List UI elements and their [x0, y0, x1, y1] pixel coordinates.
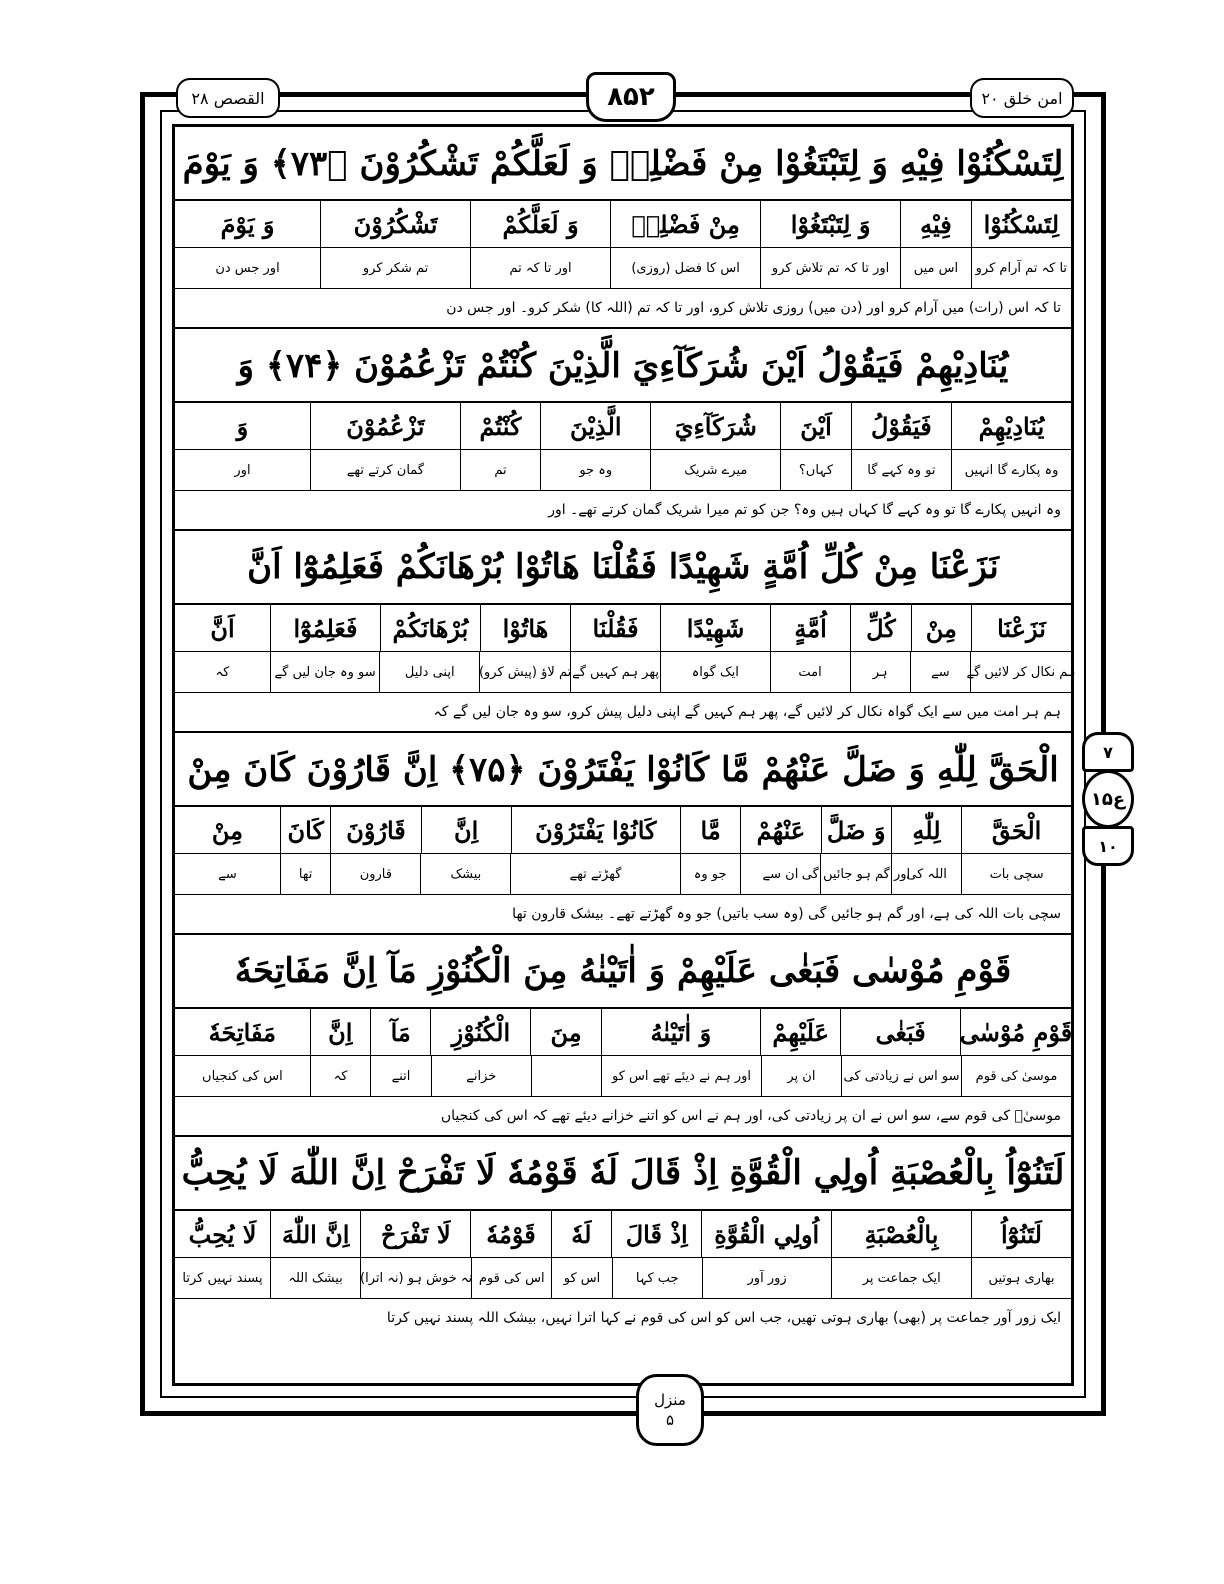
- word-cell: الَّذِيْنَ: [540, 403, 650, 449]
- meaning-cell: قارون: [330, 854, 420, 894]
- word-cell: فَقُلْنَا: [570, 605, 660, 651]
- meaning-cell: تا کہ تم آرام کرو: [971, 248, 1071, 288]
- surah-label: القصص ۲۸: [176, 78, 280, 118]
- meaning-cell: بیشک: [420, 854, 510, 894]
- word-cell: لِلّٰهِ: [891, 807, 961, 853]
- meaning-cell: اس کی قوم: [471, 1258, 551, 1298]
- word-cell: تَزْعُمُوْنَ: [310, 403, 460, 449]
- word-cell: مَفَاتِحَهٗ: [208, 1017, 276, 1047]
- word-cell: وَ لِتَبْتَغُوْا: [760, 201, 900, 247]
- word-cell: مَّا: [680, 807, 740, 853]
- ruku-count-top: ۷: [1082, 732, 1134, 772]
- ayah-line: نَزَعْنَا مِنْ كُلِّ اُمَّةٍ شَهِيْدًا فَقُلْنَا هَاتُوْا بُرْهَانَكُمْ فَعَلِمُوْٓا اَنَّ: [175, 531, 1071, 605]
- word-cell: عَلَيْهِمْ: [760, 1009, 840, 1055]
- meaning-cell: اور تا کہ تم: [470, 248, 610, 288]
- ayah-line: قَوْمِ مُوْسٰى فَبَغٰى عَلَيْهِمْ وَ اٰتَيْنٰهُ مِنَ الْكُنُوْزِ مَآ اِنَّ مَفَاتِحَهٗ: [175, 935, 1071, 1009]
- page-content: [172, 124, 1074, 1386]
- meaning-cell: سے: [218, 866, 237, 882]
- ayah-line: لَتَنُوْٓاُ بِالْعُصْبَةِ اُولِي الْقُوَّةِ اِذْ قَالَ لَهٗ قَوْمُهٗ لَا تَفْرَحْ اِنَّ اللّٰهَ لَا يُحِبُّ: [175, 1137, 1071, 1211]
- word-cell: لَا يُحِبُّ: [188, 1219, 257, 1249]
- meaning-cell: ایک جماعت پر: [831, 1258, 971, 1298]
- word-cell: اِنَّ اللّٰهَ: [270, 1211, 360, 1257]
- meaning-cell: اس کا فضل (روزی): [610, 248, 760, 288]
- meaning-cell: اور گم ہو جائیں گی: [820, 854, 891, 894]
- word-cell: مِنْ: [911, 605, 971, 651]
- word-cell: اَنَّ: [210, 613, 235, 643]
- word-cell: وَ: [236, 411, 249, 441]
- word-row: [175, 807, 1071, 854]
- page-number: ۸۵۲: [586, 72, 676, 122]
- meaning-cell: کہاں؟: [780, 450, 850, 490]
- translation-line: ایک زور آور جماعت پر (بھی) بھاری ہوتی تھیں، جب اس کو اس کی قوم نے کہا اترا نہیں، بیشک اللہ پسند نہیں کرتا: [386, 1310, 1061, 1326]
- word-cell: اُولِي الْقُوَّةِ: [701, 1211, 831, 1257]
- manzil-number: ۵: [665, 1411, 675, 1429]
- meaning-cell: اور ہم نے دیئے تھے اس کو: [601, 1056, 761, 1096]
- word-cell: اَيْنَ: [780, 403, 850, 449]
- word-cell: لَا تَفْرَحْ: [360, 1211, 470, 1257]
- verse-section: [175, 127, 1071, 329]
- meaning-cell: کہ: [215, 664, 230, 680]
- translation-line: تا کہ اس (رات) میں آرام کرو اور (دن میں) روزی تلاش کرو، اور تا کہ تم (اللہ کا) شکر کرو۔ اور جس دن: [446, 300, 1061, 316]
- translation-line: ہم ہر امت میں سے ایک گواہ نکال کر لائیں گے، پھر ہم کہیں گے اپنی دلیل پیش کرو، سو وہ جان لیں گے کہ: [433, 704, 1061, 720]
- word-cell: هَاتُوْا: [480, 605, 570, 651]
- word-cell: لَتَنُوْٓاُ: [971, 1211, 1071, 1257]
- word-cell: وَ اٰتَيْنٰهُ: [601, 1009, 760, 1055]
- ruku-count-bottom: ۱۰: [1082, 826, 1134, 866]
- word-row: [175, 1009, 1071, 1056]
- word-cell: قَوْمُهٗ: [470, 1211, 550, 1257]
- meaning-cell: ایک گواہ: [660, 652, 770, 692]
- word-row: [175, 1211, 1071, 1258]
- meaning-cell: ہم نکال کر لائیں گے: [970, 652, 1071, 692]
- meaning-cell: خزانے: [431, 1056, 531, 1096]
- translation-line: وہ انہیں پکارے گا تو وہ کہے گا کہاں ہیں وہ؟ جن کو تم میرا شریک گمان کرتے تھے۔ اور: [548, 502, 1061, 518]
- word-cell: عَنْهُمْ: [740, 807, 820, 853]
- meaning-cell: وہ جو: [540, 450, 650, 490]
- meaning-cell: نہ خوش ہو (نہ اترا): [360, 1258, 471, 1298]
- word-cell: شَهِيْدًا: [660, 605, 770, 651]
- meaning-cell: سو اس نے زیادتی کی: [841, 1056, 961, 1096]
- word-row: [175, 403, 1071, 450]
- word-cell: كَانُوْا يَفْتَرُوْنَ: [511, 807, 680, 853]
- meaning-cell: ان پر: [761, 1056, 841, 1096]
- translation-line: سچی بات اللہ کی ہے، اور گم ہو جائیں گی (وہ سب باتیں) جو وہ گھڑتے تھے۔ بیشک قارون تھا: [512, 906, 1061, 922]
- manzil-label: منزل: [654, 1391, 686, 1409]
- ruku-marker: ع۱۵: [1082, 770, 1134, 828]
- meaning-cell: گمان کرتے تھے: [310, 450, 460, 490]
- ayah-line: لِتَسْكُنُوْا فِيْهِ وَ لِتَبْتَغُوْا مِنْ فَضْلِهٖ وَ لَعَلَّكُمْ تَشْكُرُوْنَ ﴿۷۳﴾ وَ يَوْمَ: [175, 127, 1071, 201]
- meaning-cell: اس کو: [551, 1258, 611, 1298]
- ayah-line: الْحَقَّ لِلّٰهِ وَ ضَلَّ عَنْهُمْ مَّا كَانُوْا يَفْتَرُوْنَ ﴿۷۵﴾ اِنَّ قَارُوْنَ كَانَ مِنْ: [175, 733, 1071, 807]
- meaning-cell: کہ: [310, 1056, 370, 1096]
- word-cell: اُمَّةٍ: [770, 605, 850, 651]
- meaning-cell: تو وہ کہے گا: [851, 450, 951, 490]
- word-cell: شُرَكَآءِيَ: [650, 403, 780, 449]
- meaning-cell: سچی بات: [961, 854, 1071, 894]
- word-cell: كُنْتُمْ: [460, 403, 540, 449]
- meaning-cell: ان سے: [740, 854, 820, 894]
- meaning-cell: پسند نہیں کرتا: [182, 1270, 263, 1286]
- word-cell: بِالْعُصْبَةِ: [831, 1211, 971, 1257]
- meaning-cell: اور: [234, 462, 251, 478]
- meaning-cell: اس کی کنجیاں: [202, 1068, 283, 1084]
- meaning-cell: گھڑتے تھے: [510, 854, 679, 894]
- word-cell: وَ ضَلَّ: [821, 807, 891, 853]
- meaning-row: [175, 1258, 1071, 1299]
- meaning-cell: ہر: [850, 652, 910, 692]
- meaning-cell: امت: [770, 652, 850, 692]
- word-cell: لَهٗ: [551, 1211, 611, 1257]
- meaning-row: [175, 1056, 1071, 1097]
- meaning-cell: اللہ کی: [891, 854, 961, 894]
- meaning-row: [175, 450, 1071, 491]
- meaning-cell: اور تا کہ تم تلاش کرو: [760, 248, 900, 288]
- meaning-row: [175, 854, 1071, 895]
- word-cell: تَشْكُرُوْنَ: [320, 201, 470, 247]
- verse-section: [175, 733, 1071, 935]
- word-cell: مِنْ: [211, 815, 244, 845]
- word-cell: مِنَ: [530, 1009, 600, 1055]
- meaning-cell: تھا: [280, 854, 330, 894]
- meaning-row: [175, 652, 1076, 693]
- translation-line: موسیٰؑ کی قوم سے، سو اس نے ان پر زیادتی کی، اور ہم نے اس کو اتنے خزانے دیئے تھے کہ اس کی کنجیاں: [440, 1108, 1061, 1124]
- word-cell: الْكُنُوْزِ: [430, 1009, 530, 1055]
- meaning-cell: زور آور: [702, 1258, 832, 1298]
- meaning-cell: موسیٰ کی قوم: [961, 1056, 1071, 1096]
- meaning-cell: جب کہا: [612, 1258, 702, 1298]
- word-cell: كَانَ: [280, 807, 331, 853]
- meaning-cell: سو وہ جان لیں گے: [270, 652, 380, 692]
- word-cell: كُلِّ: [850, 605, 910, 651]
- word-cell: وَ لَعَلَّكُمْ: [470, 201, 610, 247]
- word-cell: نَزَعْنَا: [971, 605, 1071, 651]
- word-row: [175, 201, 1071, 248]
- meaning-cell: سے: [910, 652, 970, 692]
- verse-section: [175, 329, 1071, 531]
- word-cell: بُرْهَانَكُمْ: [380, 605, 480, 651]
- meaning-cell: تم لاؤ (پیش کرو): [479, 652, 570, 692]
- word-cell: وَ يَوْمَ: [220, 209, 275, 239]
- word-cell: يُنَادِيْهِمْ: [951, 403, 1071, 449]
- meaning-row: [175, 248, 1071, 289]
- word-cell: قَوْمِ مُوْسٰى: [960, 1009, 1071, 1055]
- manzil-badge: [636, 1374, 704, 1446]
- verse-section: [175, 1137, 1071, 1337]
- meaning-cell: بیشک اللہ: [270, 1258, 360, 1298]
- meaning-cell: تم: [460, 450, 540, 490]
- meaning-cell: وہ پکارے گا انہیں: [951, 450, 1071, 490]
- word-cell: مَآ: [370, 1009, 430, 1055]
- word-cell: اِذْ قَالَ: [611, 1211, 701, 1257]
- word-cell: فَبَغٰى: [840, 1009, 960, 1055]
- word-cell: فِيْهِ: [900, 201, 971, 247]
- word-cell: اِنَّ: [421, 807, 511, 853]
- meaning-cell: اور جس دن: [215, 260, 280, 276]
- meaning-cell: میرے شریک: [650, 450, 780, 490]
- meaning-cell: پھر ہم کہیں گے: [570, 652, 660, 692]
- word-cell: فَعَلِمُوْٓا: [270, 605, 380, 651]
- word-cell: فَيَقُوْلُ: [851, 403, 951, 449]
- word-cell: قَارُوْنَ: [330, 807, 420, 853]
- verse-section: [175, 935, 1071, 1137]
- meaning-cell: اتنے: [370, 1056, 430, 1096]
- word-row: [175, 605, 1071, 652]
- para-label: امن خلق ۲۰: [970, 78, 1074, 118]
- meaning-cell: تم شکر کرو: [320, 248, 470, 288]
- word-cell: اِنَّ: [310, 1009, 370, 1055]
- meaning-cell: اپنی دلیل: [379, 652, 479, 692]
- meaning-cell: اس میں: [900, 248, 971, 288]
- ayah-line: يُنَادِيْهِمْ فَيَقُوْلُ اَيْنَ شُرَكَآءِيَ الَّذِيْنَ كُنْتُمْ تَزْعُمُوْنَ ﴿۷۴﴾ وَ: [175, 329, 1071, 403]
- meaning-cell: [531, 1056, 601, 1096]
- meaning-cell: بھاری ہوتیں: [971, 1258, 1071, 1298]
- word-cell: لِتَسْكُنُوْا: [971, 201, 1071, 247]
- word-cell: مِنْ فَضْلِهٖ: [610, 201, 760, 247]
- word-cell: الْحَقَّ: [961, 807, 1071, 853]
- meaning-cell: جو وہ: [680, 854, 740, 894]
- verse-section: [175, 531, 1076, 733]
